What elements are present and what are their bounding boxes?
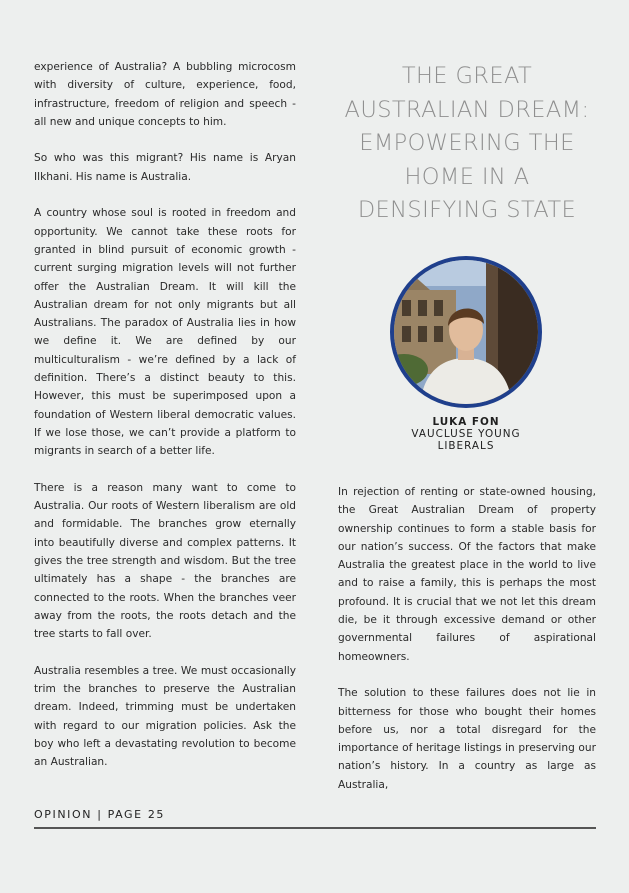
article-headline bbox=[332, 60, 602, 228]
article-paragraph: In rejection of renting or state-owned housing, the Great Australian Dream of property ownership continues to form a stable basis for our nation’s success. Of the factors that make Australia the greatest place in the world to live and to raise a family, this is perhaps the most profound. It is crucial that we not let this dream die, be it through excessive demand or other governmental failures of aspirational homeowners. bbox=[338, 486, 596, 663]
headline-line: THE GREAT bbox=[401, 63, 533, 89]
author-affiliation: VAUCLUSE YOUNG bbox=[411, 428, 521, 440]
page-footer-label: OPINION | PAGE 25 bbox=[34, 808, 166, 821]
article-paragraph: experience of Australia? A bubbling microcosm with diversity of culture, experience, food, infrastructure, freedom of religion and speech - all new and unique concepts to him. bbox=[34, 61, 296, 128]
headline-line: EMPOWERING THE bbox=[359, 130, 575, 156]
headline-line: DENSIFYING STATE bbox=[357, 197, 577, 223]
portrait-photo bbox=[394, 260, 538, 404]
footer-divider bbox=[34, 827, 596, 829]
author-name: LUKA FON bbox=[432, 416, 500, 428]
article-paragraph: The solution to these failures does not lie in bitterness for those who bought their homes before us, nor a total disregard for the importance of heritage listings in preserving our nation’s history. In a country as large as Australia, bbox=[338, 687, 596, 791]
author-affiliation: LIBERALS bbox=[437, 440, 495, 452]
author-portrait bbox=[390, 256, 542, 408]
article-paragraph: Australia resembles a tree. We must occasionally trim the branches to preserve the Australian dream. Indeed, trimming must be undertaken with regard to our migration policies. Ask the boy who left a devastating revolution to become an Australian. bbox=[34, 664, 296, 769]
right-article-column bbox=[338, 483, 596, 794]
article-paragraph: So who was this migrant? His name is Aryan Ilkhani. His name is Australia. bbox=[34, 152, 296, 183]
article-paragraph: A country whose soul is rooted in freedom and opportunity. We cannot take these roots for granted in blind pursuit of economic growth - current surging migration levels will not further offer the Australian Dream. It will kill the Australian dream for not only migrants but all Australians. The paradox of Australia lies in how we define it. We are defined by our multiculturalism - we’re defined by a lack of definition. There’s a distinct beauty to this. However, this must be superimposed upon a foundation of Western liberal democratic values. If we lose those, we can’t provide a platform to migrants in search of a better life. bbox=[34, 207, 296, 458]
headline-line: HOME IN A bbox=[404, 163, 530, 190]
headline-line: AUSTRALIAN DREAM: bbox=[344, 96, 590, 123]
left-article-column bbox=[34, 58, 296, 772]
article-paragraph: There is a reason many want to come to Australia. Our roots of Western liberalism are old and formidable. The branches grow eternally into beautifully diverse and complex patterns. It gives the tree strength and wisdom. But the tree ultimately has a shape - the branches are connected to the roots. When the branches veer away from the roots, the roots detach and the tree starts to fall over. bbox=[34, 481, 296, 641]
author-credit bbox=[380, 416, 552, 452]
